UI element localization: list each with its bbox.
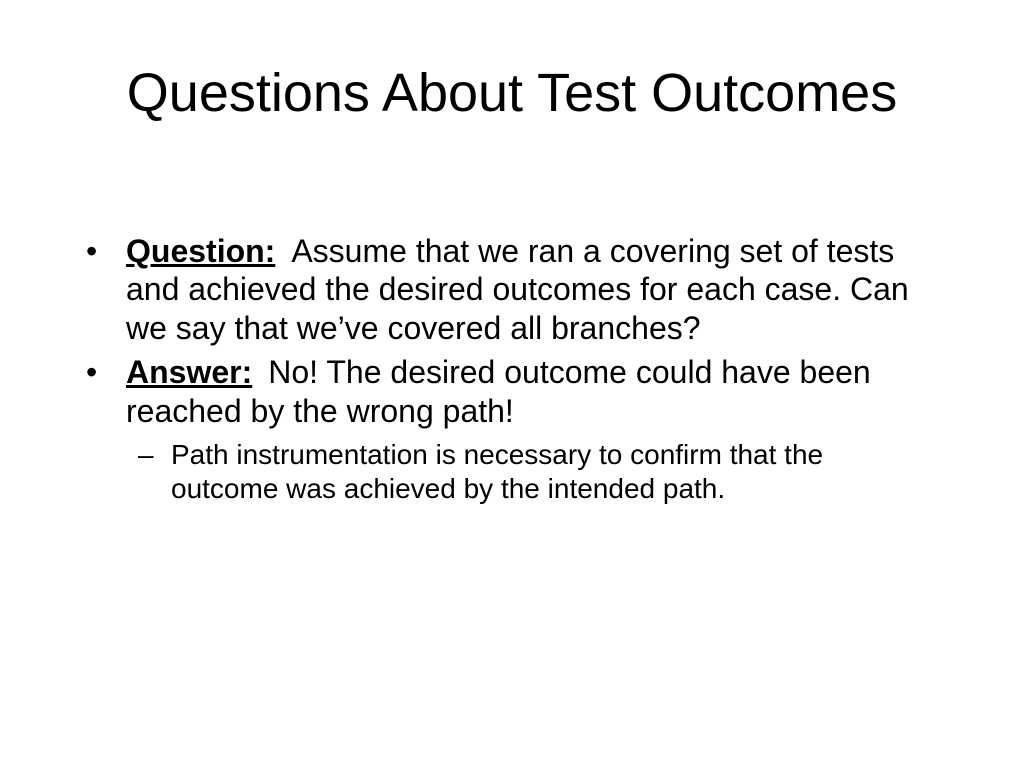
question-text: Assume that we ran a covering set of tests and achieved the desired outcomes for each case. Can we say that we’ve covered all branches? bbox=[126, 233, 909, 346]
sub-bullet-path-instrumentation bbox=[126, 438, 926, 505]
bullet-marker: • bbox=[86, 233, 98, 269]
question-label: Question: bbox=[126, 233, 276, 269]
sub-bullet-list bbox=[126, 438, 926, 505]
bullet-marker: • bbox=[86, 354, 98, 391]
sub-bullet-marker: – bbox=[138, 438, 154, 470]
bullet-list bbox=[86, 232, 926, 511]
bullet-answer bbox=[86, 353, 926, 505]
slide-title: Questions About Test Outcomes bbox=[126, 63, 898, 123]
answer-label: Answer: bbox=[126, 354, 253, 391]
bullet-question bbox=[86, 232, 926, 347]
answer-text: No! The desired outcome could have been reached by the wrong path! bbox=[126, 354, 871, 429]
sub-bullet-text: Path instrumentation is necessary to confirm that the outcome was achieved by the intended path. bbox=[171, 438, 824, 504]
